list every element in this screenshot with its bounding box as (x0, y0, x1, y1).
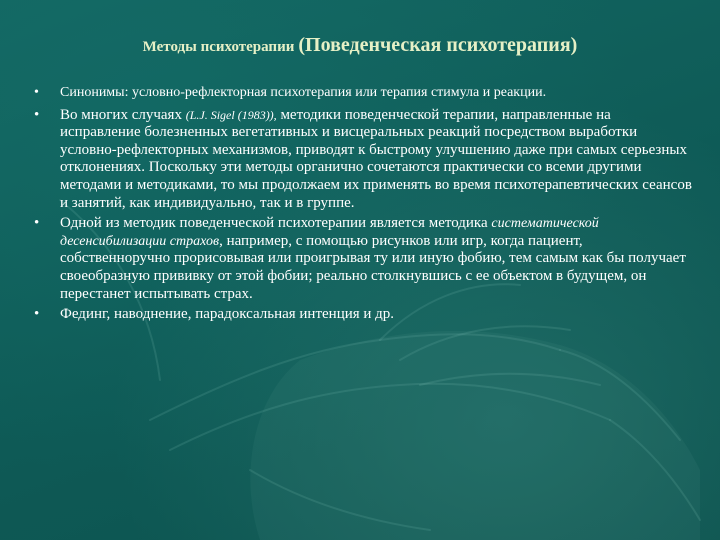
bullet-list (34, 84, 694, 327)
bullet-icon: • (34, 215, 40, 232)
bullet-text-before: Во многих случаях (60, 106, 186, 123)
bullet-item-methods (34, 107, 694, 213)
bullet-icon: • (34, 106, 40, 123)
bullet-item-synonyms (34, 84, 694, 102)
method-italic: систематической десенсибилизации страхов (60, 216, 599, 249)
title-subtitle: (Поведенческая психотерапия) (298, 34, 578, 56)
bullet-icon: • (34, 306, 40, 323)
title-main: Методы психотерапии (142, 39, 295, 55)
bullet-text-before: Одной из методик поведенческой психотерапии является методика (60, 215, 492, 232)
bullet-item-desensitization (34, 215, 694, 303)
bullet-text-after: методики поведенческой терапии, направленные на исправление болезненных вегетативных и висцеральных реакций посредством выработки условно-рефлекторных механизмов, приводят к быстрому улучшению даже при самых серьезных отклонениях. Поскольку эти методы органично сочетаются практически со всеми другими методами и методиками, то мы продолжаем их применять во время психотерапевтических сеансов и занятий, как индивидуально, так и в группе. (60, 106, 692, 211)
slide-title (0, 34, 720, 57)
bullet-item-other-methods (34, 306, 694, 324)
bullet-text: Синонимы: условно-рефлекторная психотерапия или терапия стимула и реакции. (60, 85, 547, 100)
bullet-text: Фединг, наводнение, парадоксальная интенция и др. (60, 306, 395, 323)
bullet-text-after: , например, с помощью рисунков или игр, когда пациент, собственноручно прорисовывая или проигрывая ту или иную фобию, тем самым как бы получает своеобразную прививку от этой фобии; реально столкнувшись с ее объектом в будущем, он перестанет испытывать страх. (60, 232, 686, 302)
citation-italic: (L.J. Sigel (1983)), (185, 107, 277, 122)
bullet-icon: • (34, 85, 39, 100)
